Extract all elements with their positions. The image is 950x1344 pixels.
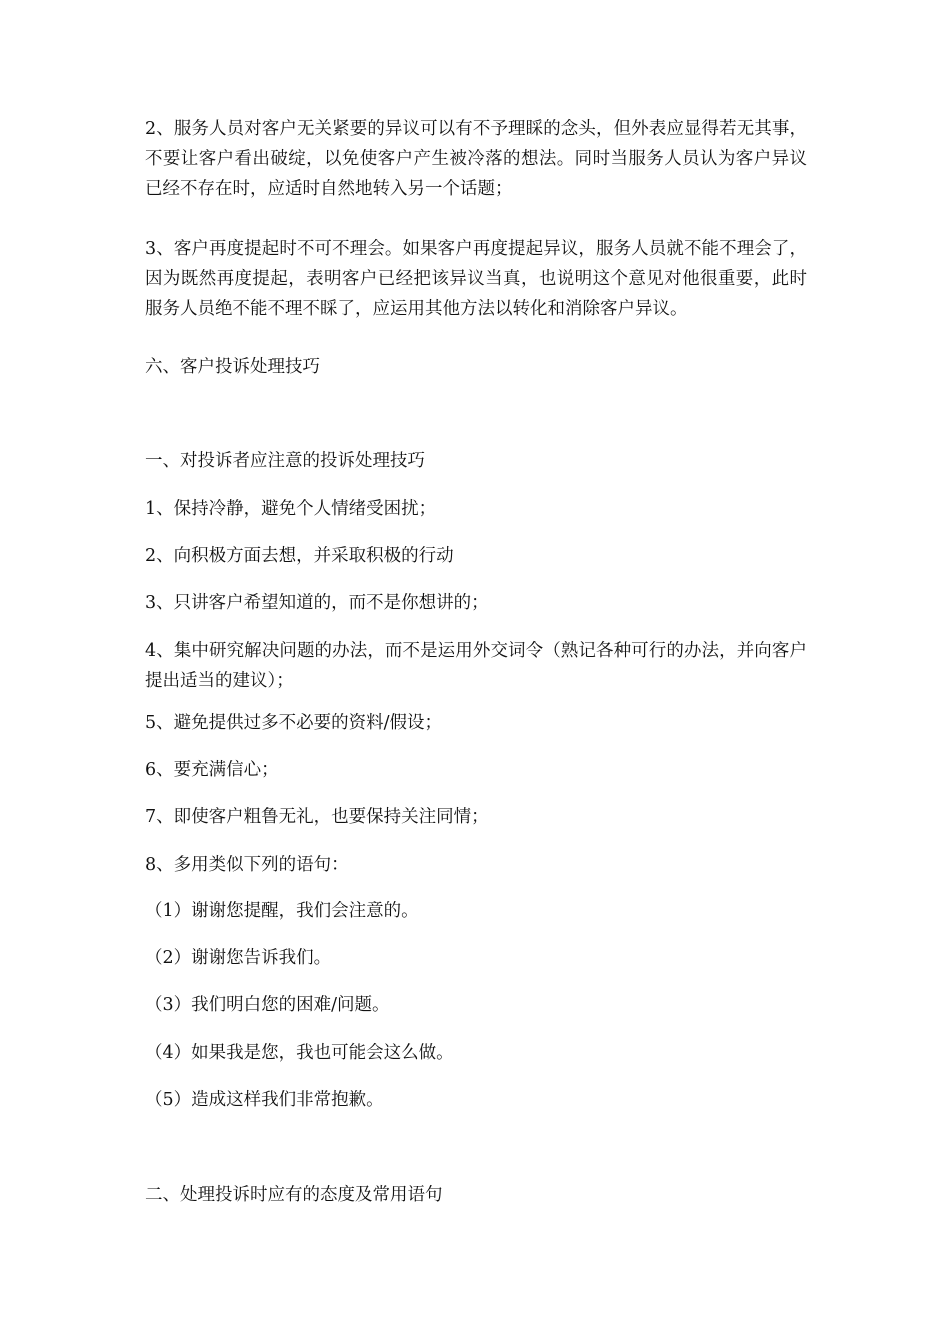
subsection-heading-attitude-phrases: 二、处理投诉时应有的态度及常用语句 xyxy=(145,1185,443,1205)
tip-item: 2、向积极方面去想，并采取积极的行动 xyxy=(145,546,454,566)
paragraph-objection-raised-again: 3、客户再度提起时不可不理会。如果客户再度提起异议，服务人员就不能不理会了，因为既然再度提起，表明客户已经把该异议当真，也说明这个意见对他很重要，此时服务人员绝不能不理不睬了，应运用其他方法以转化和消除客户异议。 xyxy=(145,239,807,319)
phrase-item: （3）我们明白您的困难/问题。 xyxy=(145,995,390,1015)
tip-item: 1、保持冷静，避免个人情绪受困扰； xyxy=(145,499,437,519)
phrase-item: （2）谢谢您告诉我们。 xyxy=(145,948,332,968)
tip-item: 7、即使客户粗鲁无礼，也要保持关注同情； xyxy=(145,807,489,827)
tip-item: 8、多用类似下列的语句： xyxy=(145,855,349,875)
paragraph-ignore-objection: 2、服务人员对客户无关紧要的异议可以有不予理睬的念头，但外表应显得若无其事，不要让客户看出破绽，以免使客户产生被冷落的想法。同时当服务人员认为客户异议已经不存在时，应适时自然地转入另一个话题； xyxy=(145,119,807,199)
subsection-heading-complaint-tips: 一、对投诉者应注意的投诉处理技巧 xyxy=(145,451,425,471)
tip-item: 4、集中研究解决问题的办法，而不是运用外交词令（熟记各种可行的办法，并向客户提出适当的建议）； xyxy=(145,641,807,691)
tip-item: 3、只讲客户希望知道的，而不是你想讲的； xyxy=(145,593,489,613)
section-heading-complaint-handling: 六、客户投诉处理技巧 xyxy=(145,357,320,377)
tip-item: 6、要充满信心； xyxy=(145,760,279,780)
phrase-item: （1）谢谢您提醒，我们会注意的。 xyxy=(145,901,419,921)
phrase-item: （4）如果我是您，我也可能会这么做。 xyxy=(145,1043,454,1063)
tip-item: 5、避免提供过多不必要的资料/假设； xyxy=(145,713,443,733)
phrase-item: （5）造成这样我们非常抱歉。 xyxy=(145,1090,384,1110)
